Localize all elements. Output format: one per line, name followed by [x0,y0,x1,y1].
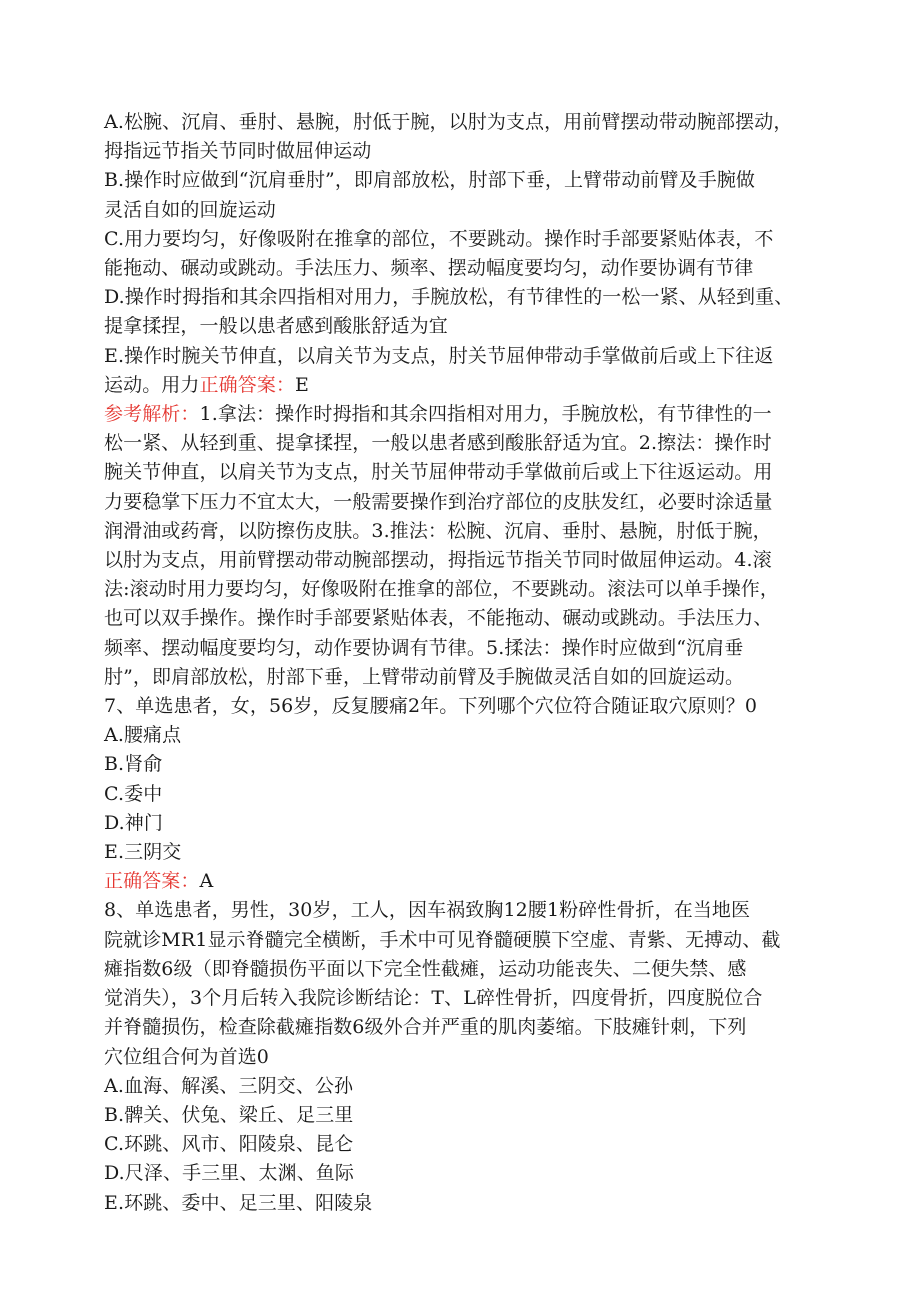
question-7 [104,692,864,896]
text-line: 灵活自如的回旋运动 [104,198,276,221]
q6-option-a [104,108,864,166]
option-d: D.尺泽、手三里、太渊、鱼际 [104,1162,354,1185]
question-8 [104,896,864,1217]
question-stem: 7、单选患者，女，56岁，反复腰痛2年。下列哪个穴位符合随证取穴原则？0 [104,695,758,718]
q6-option-e [104,342,864,400]
option-e: E.环跳、委中、足三里、阳陵泉 [104,1191,373,1214]
text-line: B.操作时应做到“沉肩垂肘”，即肩部放松，肘部下垂，上臂带动前臂及手腕做 [104,169,756,192]
text-line: 润滑油或药膏，以防擦伤皮肤。3.推法：松腕、沉肩、垂肘、悬腕，肘低于腕， [104,519,772,542]
text-line: 也可以双手操作。操作时手部要紧贴体表，不能拖动、碾动或跳动。手法压力、 [104,607,773,630]
question-stem-line: 院就诊MR1显示脊髓完全横断，手术中可见脊髓硬膜下空虚、青紫、无搏动、截 [104,928,781,951]
text-line: 松一紧、从轻到重、提拿揉捏，一般以患者感到酸胀舒适为宜。2.擦法：操作时 [104,432,772,455]
analysis-label: 参考解析： [104,403,200,426]
option-d: D.神门 [104,811,163,834]
option-a: A.腰痛点 [104,724,182,747]
option-e: E.三阴交 [104,841,182,864]
text-line: 以肘为支点，用前臂摆动带动腕部摆动，拇指远节指关节同时做屈伸运动。4.滚 [104,549,772,572]
document-page [104,108,864,1218]
answer-label: 正确答案： [104,870,200,893]
text-line: D.操作时拇指和其余四指相对用力，手腕放松，有节律性的一松一紧、从轻到重、 [104,286,794,309]
text-line: 能拖动、碾动或跳动。手法压力、频率、摆动幅度要均匀，动作要协调有节律 [104,257,754,280]
answer-value: A [199,870,214,893]
question-stem-line: 瘫指数6级（即脊髓损伤平面以下完全性截瘫，运动功能丧失、二便失禁、感 [104,957,747,980]
option-b: B.髀关、伏兔、梁丘、足三里 [104,1103,354,1126]
q6-option-b [104,166,864,224]
option-c: C.委中 [104,782,163,805]
text-line: 法:滚动时用力要均匀，好像吸附在推拿的部位，不要跳动。滚法可以单手操作， [104,578,780,601]
text-line: 肘”，即肩部放松，肘部下垂，上臂带动前臂及手腕做灵活自如的回旋运动。 [104,665,745,688]
answer-value: E [295,373,310,396]
text-line: 提拿揉捏，一般以患者感到酸胀舒适为宜 [104,315,448,338]
analysis-text: 1.拿法：操作时拇指和其余四指相对用力，手腕放松，有节律性的一 [199,403,772,426]
answer-label: 正确答案： [199,373,296,396]
text-line: A.松腕、沉肩、垂肘、悬腕，肘低于腕，以肘为支点，用前臂摆动带动腕部摆动， [104,111,793,133]
option-a: A.血海、解溪、三阴交、公孙 [104,1074,354,1097]
q6-option-d [104,283,864,341]
q6-option-c [104,225,864,283]
text-line [104,371,864,400]
text-line [104,400,864,429]
question-stem-line: 8、单选患者，男性，30岁，工人，因车祸致胸12腰1粉碎性骨折，在当地医 [104,899,751,922]
text-line: 力要稳掌下压力不宜太大，一般需要操作到治疗部位的皮肤发红，必要时涂适量 [104,490,773,513]
question-stem-line: 觉消失），3个月后转入我院诊断结论：T、L碎性骨折，四度骨折，四度脱位合 [104,987,763,1010]
answer-line [104,867,864,896]
text-line: 腕关节伸直，以肩关节为支点，肘关节屈伸带动手掌做前后或上下往返运动。用 [104,461,773,484]
text-line: E.操作时腕关节伸直，以肩关节为支点，肘关节屈伸带动手掌做前后或上下往返 [104,344,774,367]
option-e-tail: 运动。用力 [104,373,200,396]
question-stem-line: 穴位组合何为首选0 [104,1045,269,1068]
text-line: 拇指远节指关节同时做屈伸运动 [104,140,372,163]
option-b: B.肾俞 [104,753,163,776]
q6-analysis [104,400,864,692]
text-line: C.用力要均匀，好像吸附在推拿的部位，不要跳动。操作时手部要紧贴体表，不 [104,227,774,250]
question-stem-line: 并脊髓损伤，检查除截瘫指数6级外合并严重的肌肉萎缩。下肢瘫针刺，下列 [104,1016,747,1039]
option-c: C.环跳、风市、阳陵泉、昆仑 [104,1133,354,1156]
text-line: 频率、摆动幅度要均匀，动作要协调有节律。5.揉法：操作时应做到“沉肩垂 [104,636,744,659]
